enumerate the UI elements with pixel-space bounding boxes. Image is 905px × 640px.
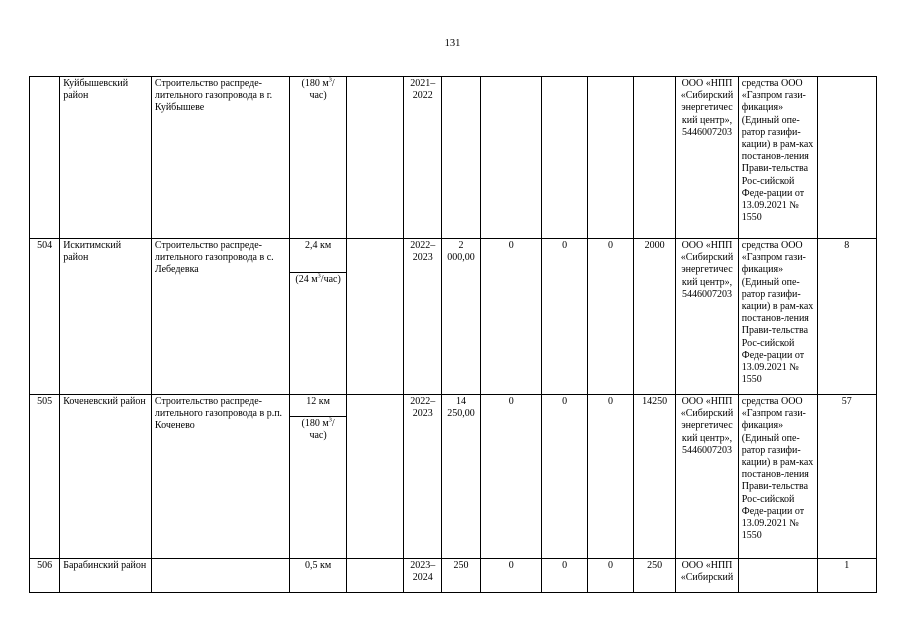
cell-count: 8: [817, 239, 876, 395]
cell-period: 2022–2023: [404, 239, 442, 395]
cell-capacity: [290, 273, 347, 395]
cell-source: средства ООО «Газпром гази-фикация» (Единый опе-ратор газифи-кации) в рам-ках постанов-ления Прави-тельства Рос-сийской Феде-рации от 13.09.2021 № 1550: [738, 239, 817, 395]
cell-number: 506: [30, 559, 60, 593]
cell-count: [817, 77, 876, 239]
capacity-superscript: 3: [317, 272, 321, 280]
capacity-text: (180 м: [301, 418, 329, 429]
page-number: 131: [444, 38, 461, 49]
cell-value-1: 0: [480, 395, 542, 559]
cell-extra: [347, 77, 404, 239]
cell-district: Барабинский район: [60, 559, 152, 593]
cell-source: средства ООО «Газпром гази-фикация» (Единый опе-ратор газифи-кации) в рам-ках постанов-ления Прави-тельства Рос-сийской Феде-рации от 13.09.2021 № 1550: [738, 77, 817, 239]
capacity-unit: /час): [320, 274, 341, 285]
cell-value-2: 0: [542, 395, 587, 559]
table-row: [30, 77, 877, 239]
cell-value-2: 0: [542, 239, 587, 395]
cell-object: Строительство распреде-лительного газопровода в с. Лебедевка: [151, 239, 289, 395]
cell-executor: ООО «НПП «Сибирский: [676, 559, 739, 593]
cell-object: [151, 559, 289, 593]
cell-length: 2,4 км: [290, 239, 347, 273]
cell-object: Строительство распреде-лительного газопровода в р.п. Коченево: [151, 395, 289, 559]
capacity-unit: /час): [309, 418, 335, 442]
cell-length: 0,5 км: [290, 559, 347, 593]
cell-value-3: 0: [587, 395, 633, 559]
cell-value-1: 0: [480, 239, 542, 395]
cell-number: 504: [30, 239, 60, 395]
table-row: [30, 559, 877, 593]
cell-value-4: 2000: [634, 239, 676, 395]
cell-number: 505: [30, 395, 60, 559]
cell-extra: [347, 559, 404, 593]
cell-executor: ООО «НПП «Сибирский энергетический центр», 5446007203: [676, 239, 739, 395]
cell-district: Искитимский район: [60, 239, 152, 395]
cell-source: [738, 559, 817, 593]
cell-count: 57: [817, 395, 876, 559]
cell-total: 14 250,00: [442, 395, 481, 559]
cell-source: средства ООО «Газпром гази-фикация» (Единый опе-ратор газифи-кации) в рам-ках постанов-ления Прави-тельства Рос-сийской Феде-рации от 13.09.2021 № 1550: [738, 395, 817, 559]
cell-value-3: 0: [587, 239, 633, 395]
cell-value-4: 250: [634, 559, 676, 593]
cell-executor: ООО «НПП «Сибирский энергетический центр», 5446007203: [676, 77, 739, 239]
capacity-text: (24 м: [295, 274, 318, 285]
cell-count: 1: [817, 559, 876, 593]
capacity-text: (180 м: [301, 78, 329, 89]
cell-value-1: 0: [480, 559, 542, 593]
cell-period: 2023–2024: [404, 559, 442, 593]
capacity-unit: /час): [309, 78, 335, 102]
cell-district: Куйбышевский район: [60, 77, 152, 239]
capacity-superscript: 3: [328, 416, 332, 424]
capacity-superscript: 3: [328, 76, 332, 84]
cell-value-2: [542, 77, 587, 239]
table-row: [30, 395, 877, 417]
cell-total: 2 000,00: [442, 239, 481, 395]
cell-value-1: [480, 77, 542, 239]
cell-value-4: 14250: [634, 395, 676, 559]
cell-value-2: 0: [542, 559, 587, 593]
cell-length: 12 км: [290, 395, 347, 417]
cell-total: [442, 77, 481, 239]
cell-period: 2022–2023: [404, 395, 442, 559]
cell-district: Коченевский район: [60, 395, 152, 559]
cell-number: [30, 77, 60, 239]
cell-extra: [347, 239, 404, 395]
cell-value-3: [587, 77, 633, 239]
cell-value-3: 0: [587, 559, 633, 593]
cell-value-4: [634, 77, 676, 239]
cell-capacity: [290, 77, 347, 239]
cell-period: 2021–2022: [404, 77, 442, 239]
cell-executor: ООО «НПП «Сибирский энергетический центр», 5446007203: [676, 395, 739, 559]
gasification-table: [29, 76, 877, 593]
cell-extra: [347, 395, 404, 559]
cell-total: 250: [442, 559, 481, 593]
cell-object: Строительство распреде-лительного газопровода в г. Куйбышеве: [151, 77, 289, 239]
table-row: [30, 239, 877, 273]
cell-capacity: [290, 417, 347, 559]
